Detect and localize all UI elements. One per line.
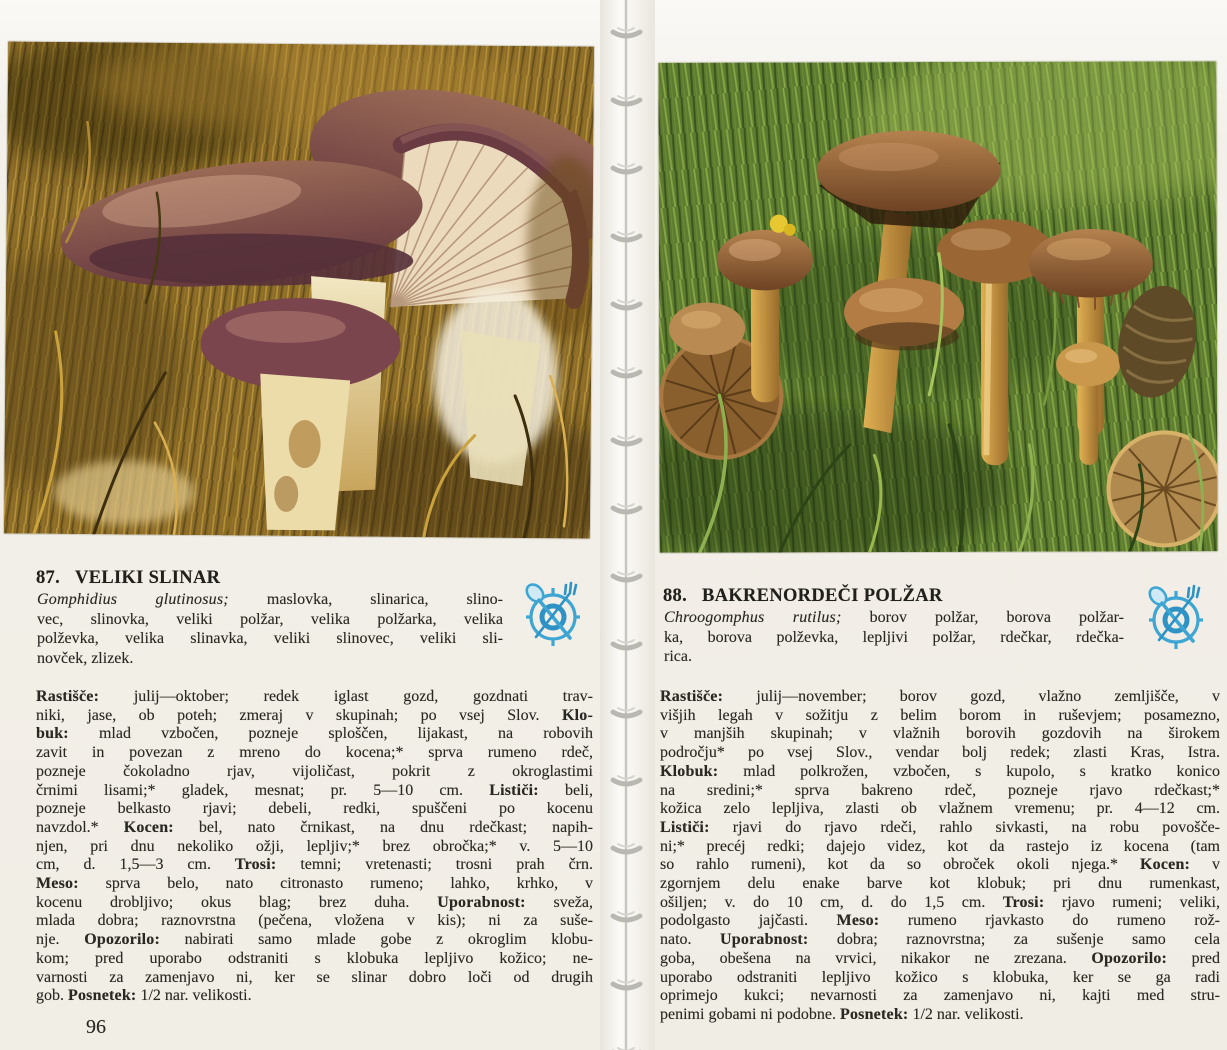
chroogomphus-photo-art [658, 61, 1217, 552]
gomphidius-photo-art [4, 41, 594, 538]
right-species-title: BAKRENORDEČI POLŽAR [702, 586, 943, 606]
left-species-number: 87. [36, 568, 61, 588]
edibility-spoon-fork-icon [520, 580, 586, 650]
right-species-number: 88. [663, 586, 688, 606]
chroogomphus-mushroom-photo [658, 61, 1217, 552]
right-species-synonyms: Chroogomphus rutilus; borov polžar, borova polžar- ka, borova polževka, lepljivi polžar, rdečkar, rdečka- rica. [664, 609, 1124, 665]
right-page [655, 0, 1227, 1050]
left-species-heading [36, 568, 220, 589]
left-species-title: VELIKI SLINAR [75, 568, 221, 588]
right-description: Rastišče: julij—november; borov gozd, vlažno zemljišče, v višjih legah v sožitju z belim borom in ruševjem; posamezno, v manjših skupinah; v vlažnih borovih gozdovih na širokem področju* po vsej Slov., vendar bolj redek; zlasti Kras, Istra. Klobuk: mlad polkrožen, vzbočen, s kupolo, s kratko konico na sredini;* sprva bakreno rdeč, pozneje rjavo rdečkast;* kožica zelo lepljiva, zlasti ob vlažnem vremenu; pr. 4—12 cm. Lističi: rjavi do rjavo rdeči, rahlo sivkasti, na robu povošče- ni;* precéj redki; dajejo videz, kot da rastejo iz kocena (tam so rahlo rumeni), kot da so obroček okoli njega.* Kocen: v zgornjem delu enake barve kot klobuk; pri dnu rumenkast, ošiljen; v. do 10 cm, d. do 1,5 cm. Trosi: rjavo rumeni; veliki, podolgasto jajčasti. Meso: rumeno rjavkasto do rumeno rož- nato. Uporabnost: dobra; raznovrstna; za sušenje samo cela goba, obešena na vrvici, nikakor ne zrezana. Opozorilo: pred uporabo odstraniti lepljivo kožico s klobuka, ker se ga radi oprimejo kukci; nevarnosti za zamenjavo ni, kajti med stru- penimi gobami ni podobne. Posnetek: 1/2 nar. velikosti. [660, 688, 1220, 1023]
left-page [0, 0, 600, 1050]
left-species-synonyms: Gomphidius glutinosus; maslovka, slinarica, slino- vec, slinovka, veliki polžar, velika polžarka, velika polževka, velika slinavka, veliki slinovec, veliki sli- novček, zlizek. [37, 591, 503, 667]
gomphidius-mushroom-photo [4, 41, 594, 538]
page-number: 96 [86, 1016, 106, 1038]
book-spine-stitching [600, 0, 655, 1050]
right-species-heading [663, 586, 943, 607]
edibility-spoon-fork-icon [1143, 583, 1209, 653]
left-description: Rastišče: julij—oktober; redek iglast gozd, gozdnati trav- niki, jase, ob poteh; zmeraj v skupinah; po vsej Slov. Klo- buk: mlad vzbočen, pozneje sploščen, lijakast, na robovih zavit in povezan z mreno do kocena;* sprva rumeno rdeč, pozneje čokoladno rjav, vijoličast, pokrit z okroglastimi črnimi lisami;* gladek, mesnat; pr. 5—10 cm. Lističi: beli, pozneje belkasto rjavi; debeli, redki, spuščeni po kocenu navzdol.* Kocen: bel, nato črnikast, na dnu rdečkast; napih- njen, pri dnu nekoliko ožji, lepljiv;* brez obročka;* v. 5—10 cm, d. 1,5—3 cm. Trosi: temni; vretenasti; trosni prah črn. Meso: sprva belo, nato citronasto rumeno; lahko, krhko, v kocenu drobljivo; okus blag; brez duha. Uporabnost: sveža, mlada dobra; raznovrstna (pečena, vložena v kis); ni za suše- nje. Opozorilo: nabirati samo mlade gobe z okroglim klobu- kom; pred uporabo odstraniti s klobuka lepljivo kožico; ne- varnosti za zamenjavo ni, ker se slinar dobro loči od drugih gob. Posnetek: 1/2 nar. velikosti. [36, 688, 593, 1005]
